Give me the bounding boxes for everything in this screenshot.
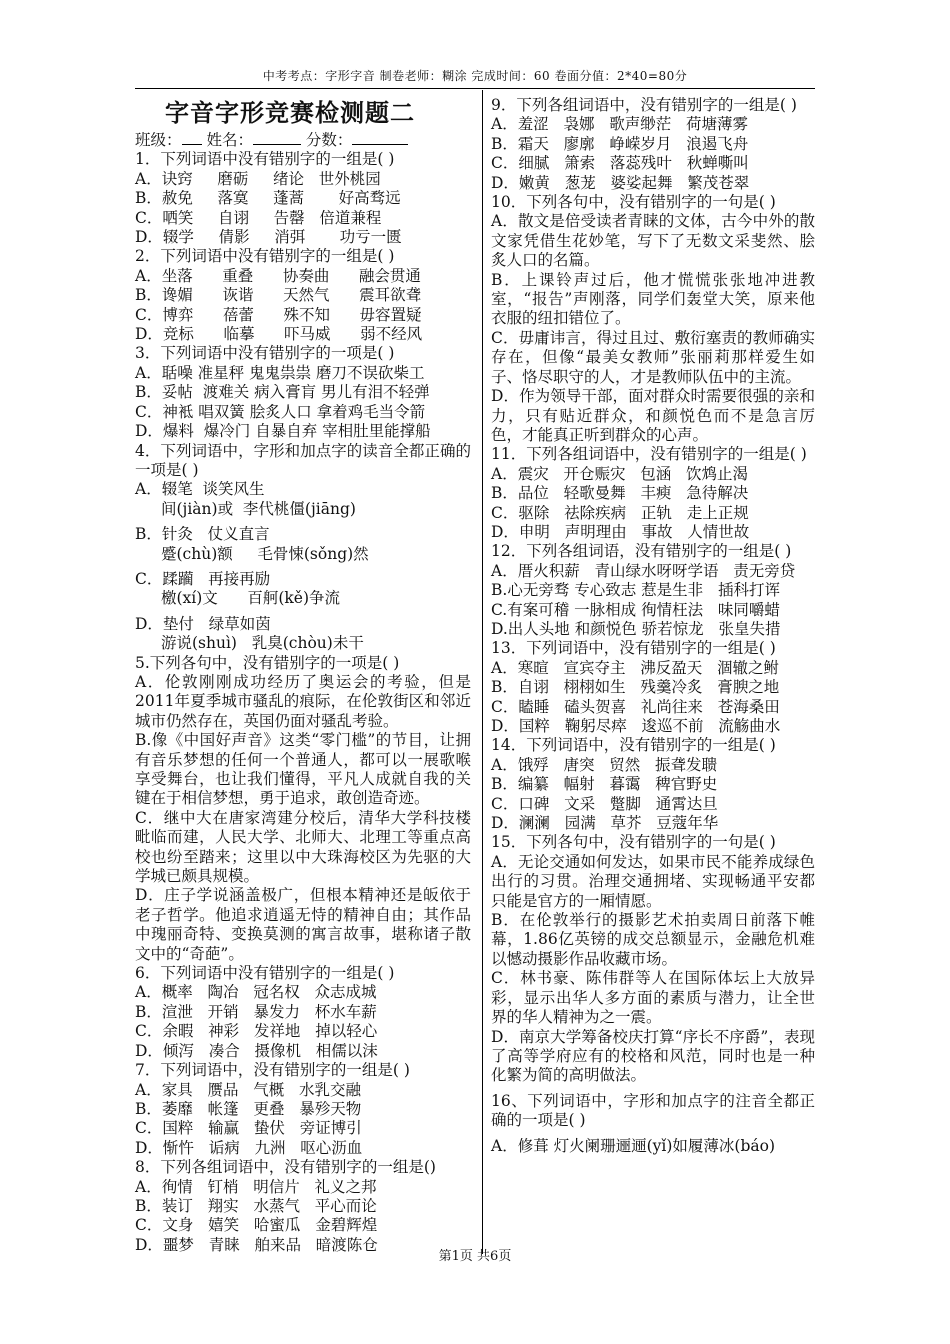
answer-option: A．辍笔 谈笑风生 [135, 480, 265, 499]
question-stem: 5.下列各句中，没有错别字的一项是( ) [135, 653, 400, 672]
answer-option: D．垫付 绿草如茵 [135, 614, 271, 633]
answer-option: B．自诩 栩栩如生 残羹冷炙 膏腴之地 [491, 678, 780, 697]
answer-option: A．修葺 灯火阑珊逦逦(yǐ)如履薄冰(báo) [491, 1136, 776, 1155]
answer-option: 间(jiàn)或 李代桃僵(jiāng) [161, 499, 356, 518]
answer-option: C．文身 嬉笑 哈蜜瓜 金碧辉煌 [135, 1216, 378, 1235]
answer-option: B.心无旁骛 专心致志 惹是生非 插科打诨 [491, 581, 780, 600]
answer-option: A．徇情 钉梢 明信片 礼义之邦 [135, 1177, 377, 1196]
text-paragraph: 11．下列各组词语中，没有错别字的一组是( ) [491, 445, 807, 464]
answer-option: C．哂笑 自诩 告罄 倍道兼程 [135, 208, 382, 227]
answer-option: D．澜澜 园满 草芥 豆蔻年华 [491, 814, 719, 833]
answer-option: C．瞌睡 磕头贺喜 礼尚往来 苍海桑田 [491, 697, 780, 716]
answer-option: C.有案可稽 一脉相成 徇情枉法 味同嚼蜡 [491, 600, 780, 619]
class-blank[interactable] [182, 130, 202, 145]
answer-option: A．羞涩 袅娜 歌声缈茫 荷塘薄雾 [491, 115, 749, 134]
answer-option: B．装订 翔实 水蒸气 平心而论 [135, 1196, 377, 1215]
answer-option: B．编纂 幅射 暮霭 稗官野史 [491, 775, 718, 794]
text-paragraph: 4．下列词语中，字形和加点字的读音全都正确的一项是( ) [135, 441, 471, 479]
answer-option: B．赦免 落寞 蓬蒿 好高骛远 [135, 189, 401, 208]
text-paragraph: C．林书豪、陈伟群等人在国际体坛上大放异彩，显示出华人多方面的素质与潜力，让全世界的华人精神为之一震。 [491, 969, 815, 1027]
answer-option: D．辍学 倩影 消弭 功亏一匮 [135, 228, 402, 247]
answer-option: C．国粹 输赢 蛰伏 旁证博引 [135, 1119, 362, 1138]
name-label: 姓名： [206, 131, 253, 149]
text-paragraph: D．南京大学筹备校庆打算“序长不序爵”，表现了高等学府应有的校格和风范，同时也是一种化繁为简的高明做法。 [491, 1027, 815, 1085]
answer-option: D．申明 声明理由 事故 人情世故 [491, 522, 750, 541]
question-stem: 3．下列词语中没有错别字的一项是( ) [135, 344, 395, 363]
answer-option: B．霜天 廖廓 峥嵘岁月 浪遏飞舟 [491, 134, 749, 153]
text-paragraph: 12．下列各组词语，没有错别字的一组是( ) [491, 542, 792, 561]
answer-option: A．诀窍 磨砺 绪论 世外桃园 [135, 169, 381, 188]
answer-option: B．萎靡 帐篷 更叠 暴殄天物 [135, 1099, 362, 1118]
text-paragraph: B．在伦敦举行的摄影艺术拍卖周日前落下帷幕，1.86亿英镑的成交总额显示，金融危机难以憾动摄影作品收藏市场。 [491, 911, 815, 968]
answer-option: C．神袛 唱双簧 脍炙人口 拿着鸡毛当令箭 [135, 402, 426, 421]
answer-option: 檄(xí)文 百舸(kě)争流 [161, 589, 341, 608]
answer-option: A．概率 陶冶 冠名权 众志成城 [135, 983, 377, 1002]
answer-option: D．嫩黄 葱茏 婆娑起舞 繁茂苍翠 [491, 173, 750, 192]
answer-option: A．震灾 开仓赈灾 包涵 饮鸩止渴 [491, 464, 749, 483]
answer-option: D．倾泻 凑合 摄像机 相儒以沫 [135, 1041, 378, 1060]
answer-option: C．口碑 文采 蹩脚 通霄达旦 [491, 794, 718, 813]
answer-option: D．国粹 鞠躬尽瘁 逡巡不前 流觞曲水 [491, 717, 781, 735]
class-label: 班级： [135, 131, 182, 149]
text-paragraph: B．上课铃声过后，他才慌慌张张地冲进教室，“报告”声刚落，同学们轰堂大笑，原来他衣服的纽扣错位了。 [491, 270, 815, 328]
text-paragraph: A．散文是倍受读者青睐的文体，古今中外的散文家凭借生花妙笔，写下了无数文采斐然、脍炙人口的名篇。 [491, 212, 815, 270]
answer-option: C．余暇 神彩 发祥地 掉以轻心 [135, 1022, 378, 1041]
answer-option: C．驱除 祛除疾病 正轨 走上正规 [491, 503, 749, 522]
answer-option: D．惭忤 诟病 九洲 呕心沥血 [135, 1138, 363, 1157]
text-paragraph: C．毋庸讳言，得过且过、敷衍塞责的教师确实存在，但像“最美女教师”张丽莉那样爱生如子、恪尽职守的人，才是教师队伍中的主流。 [491, 328, 815, 386]
answer-option: C．博弈 蓓蕾 殊不知 毋容置疑 [135, 305, 422, 324]
question-stem: 8．下列各组词语中，没有错别字的一组是() [135, 1158, 436, 1177]
text-paragraph: A．伦敦刚刚成功经历了奥运会的考验，但是2011年夏季城市骚乱的痕际，在伦敦街区和邻近城市仍然存在，英国仍面对骚乱考验。 [135, 672, 471, 730]
score-blank[interactable] [352, 130, 408, 145]
question-stem: 10．下列各句中，没有错别字的一句是( ) [491, 193, 776, 212]
name-blank[interactable] [253, 130, 301, 145]
question-stem: 1．下列词语中没有错别字的一组是( ) [135, 150, 395, 169]
answer-option: D．爆料 爆冷门 自暴自弃 宰相肚里能撑船 [135, 422, 431, 441]
left-questions [135, 150, 471, 1255]
answer-option: A．饿殍 唐突 贸然 振聋发聩 [491, 755, 718, 774]
text-paragraph: D．庄子学说涵盖极广，但根本精神还是皈依于老子哲学。他追求逍遥无恃的精神自由；其作品中瑰丽奇特、变换莫测的寓言故事，堪称诸子散文中的“奇葩”。 [135, 886, 471, 963]
answer-option: C．细腻 箫索 落蕊残叶 秋蝉嘶叫 [491, 154, 749, 173]
text-paragraph: B.像《中国好声音》这类“零门槛”的节目，让拥有音乐梦想的任何一个普通人，都可以一展歌喉享受舞台，也让我们懂得，平凡人成就自我的关键在于相信梦想，勇于追求，敢创造奇迹。 [135, 731, 471, 808]
answer-option: A．家具 赝品 气概 水乳交融 [135, 1080, 362, 1099]
text-paragraph: D．作为领导干部，面对群众时需要很强的亲和力，只有贴近群众，和颜悦色而不是急言厉色，才能真正听到群众的心声。 [491, 387, 815, 444]
answer-option: 游说(shuì) 乳臭(chòu)未干 [161, 634, 364, 653]
text-paragraph: A．无论交通如何发达，如果市民不能养成绿色出行的习贯。治理交通拥堵、实现畅通平安都只能是官方的一厢情愿。 [491, 852, 815, 910]
answer-option: D．竞标 临摹 吓马威 弱不经风 [135, 325, 423, 344]
answer-option: A．寒暄 宣宾夺主 沸反盈天 涸辙之鲋 [491, 658, 780, 677]
column-divider [482, 90, 483, 1254]
page-footer: 第1页 共6页 [438, 1249, 512, 1264]
question-stem: 2．下列词语中没有错别字的一组是( ) [135, 247, 395, 266]
answer-option: B．针灸 仗义直言 [135, 525, 270, 544]
answer-option: D.出人头地 和颜悦色 骄若惊龙 张皇失措 [491, 619, 781, 638]
question-stem: 7．下列词语中，没有错别字的一组是( ) [135, 1061, 410, 1080]
question-stem: 13．下列词语中，没有错别字的一组是( ) [491, 639, 776, 658]
answer-option: B．妥帖 渡难关 病入膏肓 男儿有泪不轻弹 [135, 383, 430, 402]
text-paragraph: C．继中大在唐家湾建分校后，清华大学科技楼毗临而建，人民大学、北师大、北理工等重点高校也纷至踏来；这里以中大珠海校区为先驱的大学城已颇具规模。 [135, 808, 471, 886]
answer-option: B．渲泄 开销 暴发力 杯水车薪 [135, 1002, 377, 1021]
answer-option: 蹙(chù)额 毛骨悚(sǒng)然 [161, 544, 369, 563]
answer-option: A．坐落 重叠 协奏曲 融会贯通 [135, 266, 421, 285]
page-header: 中考考点：字形字音 制卷老师：糊涂 完成时间：60 卷面分值：2*40=80分 [262, 69, 688, 83]
answer-option: D．噩梦 青睐 舶来品 暗渡陈仓 [135, 1235, 378, 1254]
left-column [135, 96, 471, 1255]
answer-option: B．谗媚 诙谐 天然气 震耳欲聋 [135, 286, 422, 305]
student-info-line [135, 130, 471, 150]
right-column [491, 96, 815, 1156]
right-questions [491, 96, 815, 1156]
question-stem: 9．下列各组词语中，没有错别字的一组是( ) [491, 96, 797, 114]
question-stem: 14．下列词语中，没有错别字的一组是( ) [491, 736, 776, 755]
answer-option: A．聒噪 准星秤 鬼鬼祟祟 磨刀不误砍柴工 [135, 363, 425, 382]
page-title: 字音字形竞赛检测题二 [165, 98, 415, 127]
header-rule [135, 88, 815, 89]
score-label: 分数： [305, 131, 353, 149]
text-paragraph: 16、下列词语中，字形和加点字的注音全都正确的一项是( ) [491, 1091, 815, 1130]
question-stem: 15．下列各句中，没有错别字的一句是( ) [491, 833, 776, 852]
question-stem: 6．下列词语中没有错别字的一组是( ) [135, 964, 395, 983]
answer-option: B．品位 轻歌曼舞 丰瘐 急待解决 [491, 484, 749, 503]
answer-option: C．蹂躏 再接再励 [135, 569, 271, 588]
answer-option: A．厝火积薪 青山绿水呀呀学语 责无旁贷 [491, 561, 796, 580]
